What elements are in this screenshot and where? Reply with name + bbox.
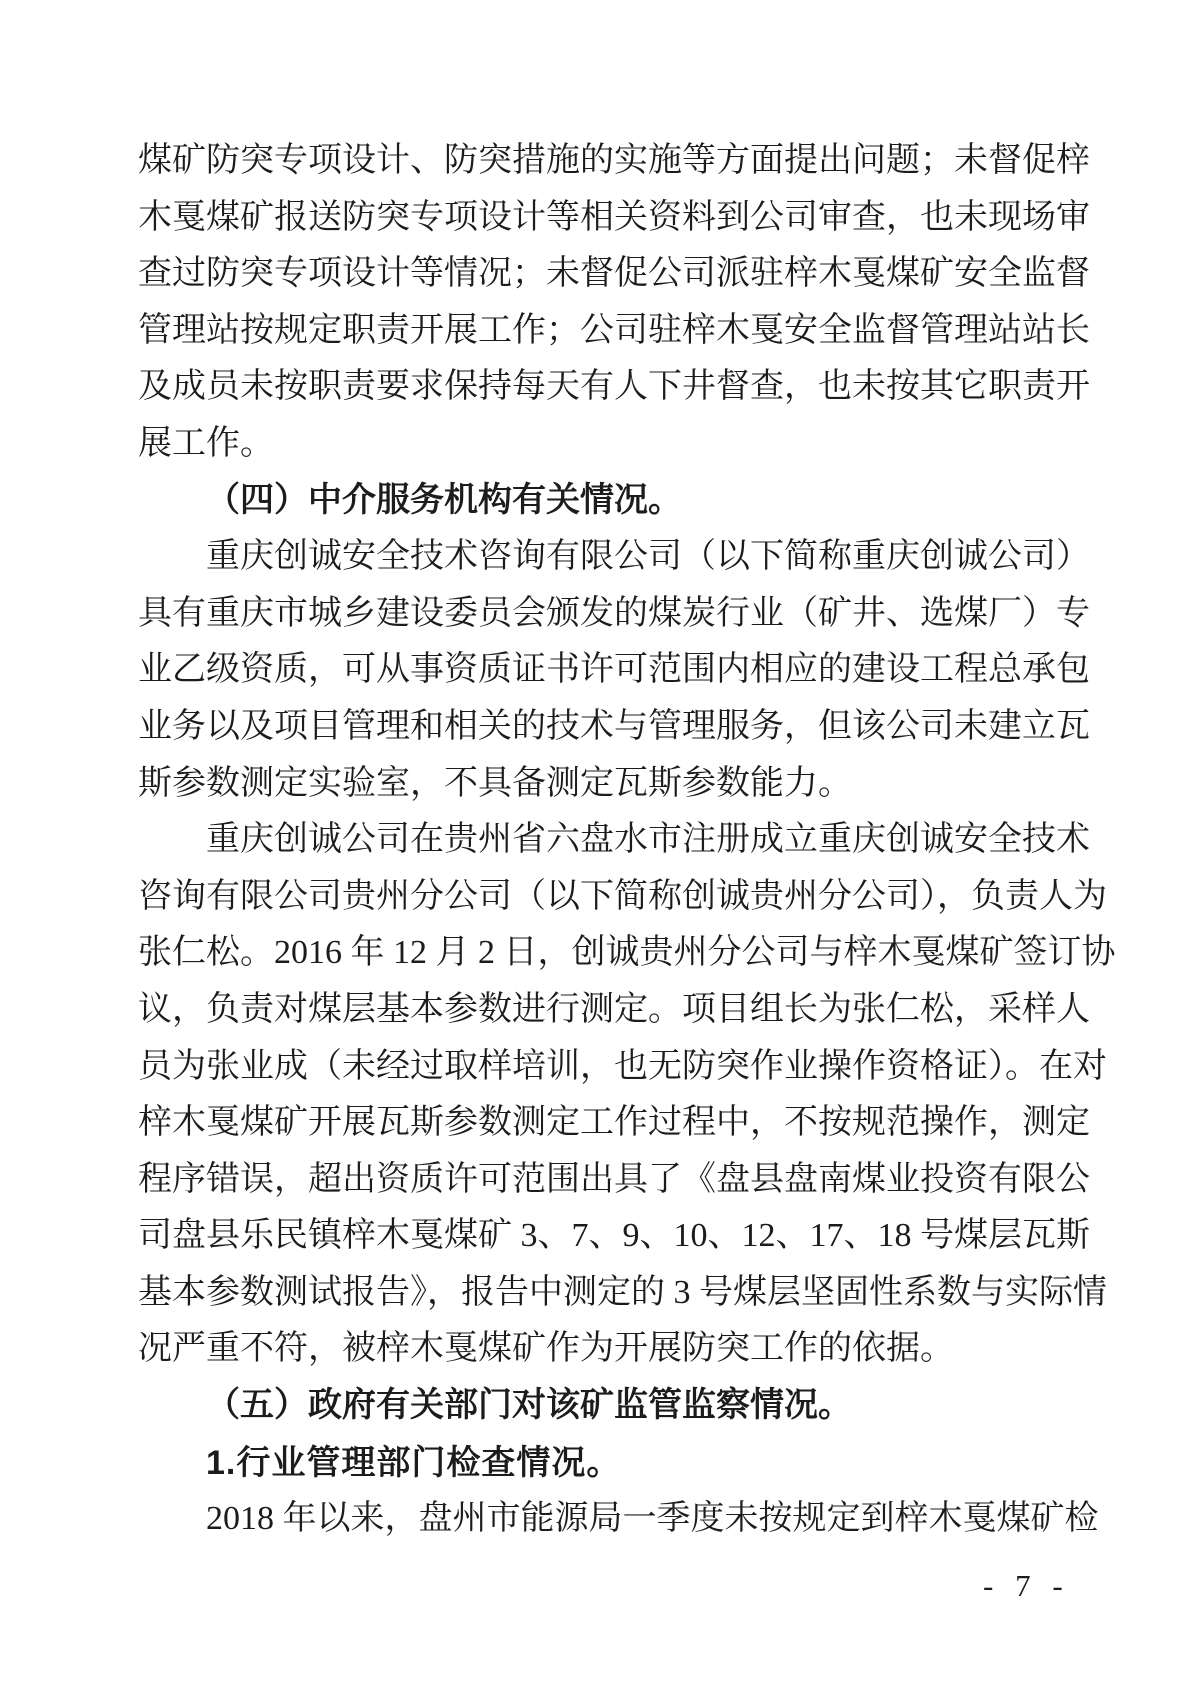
text-line: 司盘县乐民镇梓木戛煤矿 3、7、9、10、12、17、18 号煤层瓦斯 xyxy=(138,1217,1090,1255)
text-line: 业务以及项目管理和相关的技术与管理服务，但该公司未建立瓦 xyxy=(138,707,1090,745)
heading-line: 1.行业管理部门检查情况。 xyxy=(206,1443,622,1482)
text-line: 查过防突专项设计等情况；未督促公司派驻梓木戛煤矿安全监督 xyxy=(138,255,1090,293)
text-line: 重庆创诚安全技术咨询有限公司（以下简称重庆创诚公司） xyxy=(206,538,1090,576)
text-line: 基本参数测试报告》，报告中测定的 3 号煤层坚固性系数与实际情 xyxy=(138,1273,1107,1311)
page-number: - 7 - xyxy=(983,1568,1070,1603)
text-line: 展工作。 xyxy=(138,424,274,462)
text-line: 梓木戛煤矿开展瓦斯参数测定工作过程中，不按规范操作，测定 xyxy=(138,1104,1090,1142)
text-line: 煤矿防突专项设计、防突措施的实施等方面提出问题；未督促梓 xyxy=(138,142,1090,179)
heading-line: （四）中介服务机构有关情况。 xyxy=(206,481,682,519)
text-line: 张仁松。2016 年 12 月 2 日，创诚贵州分公司与梓木戛煤矿签订协 xyxy=(138,934,1116,972)
text-line: 况严重不符，被梓木戛煤矿作为开展防突工作的依据。 xyxy=(138,1330,954,1368)
text-line: 2018 年以来，盘州市能源局一季度未按规定到梓木戛煤矿检 xyxy=(206,1500,1099,1538)
heading-line: （五）政府有关部门对该矿监管监察情况。 xyxy=(206,1387,852,1425)
text-line: 木戛煤矿报送防突专项设计等相关资料到公司审查，也未现场审 xyxy=(138,198,1090,236)
text-line: 重庆创诚公司在贵州省六盘水市注册成立重庆创诚安全技术 xyxy=(206,821,1090,859)
text-line: 具有重庆市城乡建设委员会颁发的煤炭行业（矿井、选煤厂）专 xyxy=(138,594,1090,632)
document-body xyxy=(138,133,1116,1548)
text-line: 议，负责对煤层基本参数进行测定。项目组长为张仁松，采样人 xyxy=(138,990,1090,1028)
text-line: 业乙级资质，可从事资质证书许可范围内相应的建设工程总承包 xyxy=(138,651,1090,689)
text-line: 员为张业成（未经过取样培训，也无防突作业操作资格证）。在对 xyxy=(138,1047,1107,1085)
text-line: 程序错误，超出资质许可范围出具了《盘县盘南煤业投资有限公 xyxy=(138,1160,1090,1198)
text-line: 及成员未按职责要求保持每天有人下井督查，也未按其它职责开 xyxy=(138,368,1090,406)
text-line: 管理站按规定职责开展工作；公司驻梓木戛安全监督管理站站长 xyxy=(138,311,1090,349)
text-line: 咨询有限公司贵州分公司（以下简称创诚贵州分公司），负责人为 xyxy=(138,877,1107,915)
text-line: 斯参数测定实验室，不具备测定瓦斯参数能力。 xyxy=(138,764,852,802)
